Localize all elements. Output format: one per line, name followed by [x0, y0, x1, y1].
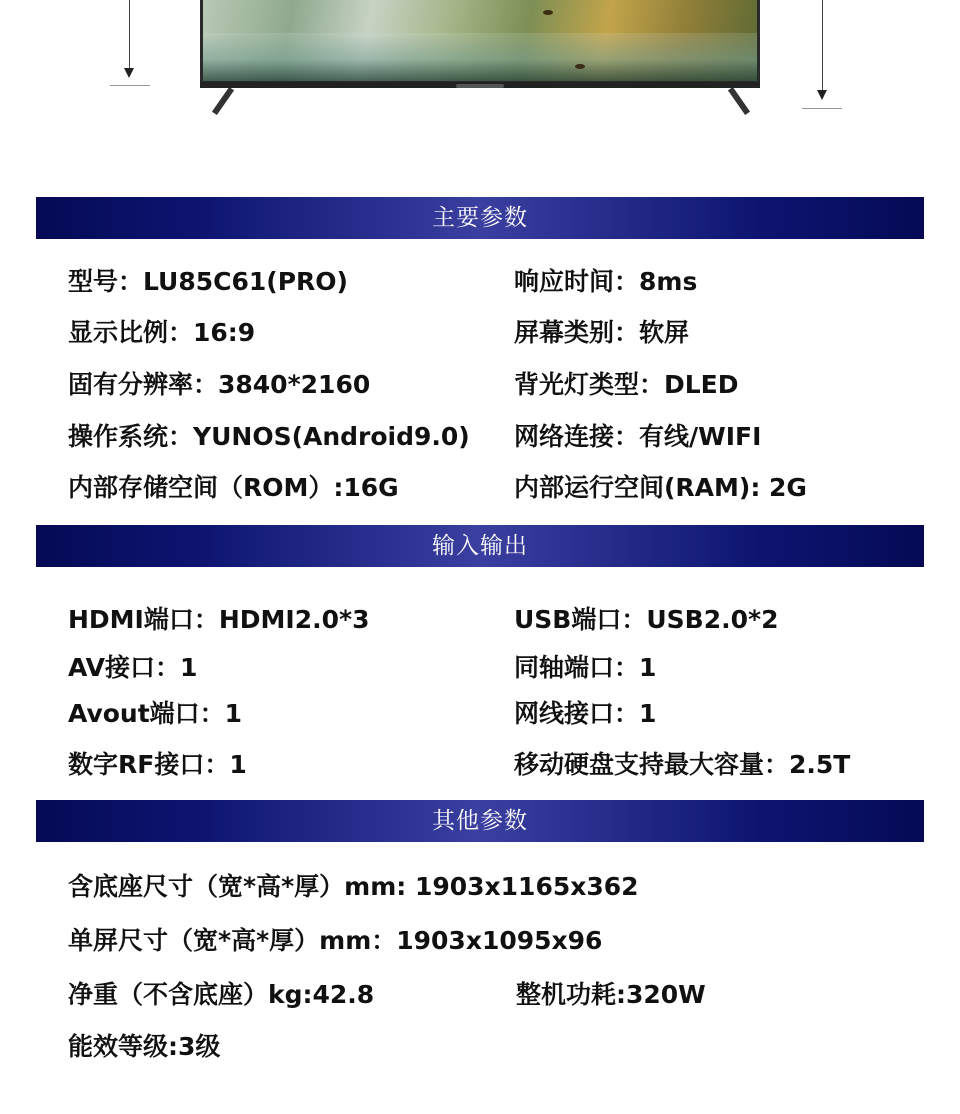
spec-model: 型号：LU85C61(PRO): [68, 267, 348, 296]
duck-shape: [543, 10, 553, 15]
tv-stand-leg-right: [728, 87, 750, 115]
spec-ethernet: 网线接口：1: [514, 699, 657, 728]
spec-hdd-capacity: 移动硬盘支持最大容量：2.5T: [514, 750, 851, 779]
spec-aspect-ratio: 显示比例：16:9: [68, 318, 256, 347]
duck-shape: [575, 64, 585, 69]
section-header-io: 输入输出: [36, 525, 924, 567]
spec-ram: 内部运行空间(RAM): 2G: [514, 473, 807, 502]
spec-energy-class: 能效等级:3级: [68, 1032, 221, 1061]
spec-os: 操作系统：YUNOS(Android9.0): [68, 422, 470, 451]
spec-screen-type: 屏幕类别：软屏: [514, 318, 690, 347]
spec-backlight: 背光灯类型：DLED: [514, 370, 739, 399]
spec-power: 整机功耗:320W: [516, 980, 706, 1009]
dimension-baseline-left: [110, 85, 150, 86]
spec-resolution: 固有分辨率：3840*2160: [68, 370, 371, 399]
lake-scene: [203, 33, 757, 81]
tv-illustration: [0, 0, 960, 150]
spec-net-weight: 净重（不含底座）kg:42.8: [68, 980, 375, 1009]
spec-usb: USB端口：USB2.0*2: [514, 605, 779, 634]
section-header-main-params: 主要参数: [36, 197, 924, 239]
tv-stand-leg-left: [212, 87, 234, 115]
dimension-baseline-right: [802, 108, 842, 109]
spec-av: AV接口：1: [68, 653, 198, 682]
section-header-other-params: 其他参数: [36, 800, 924, 842]
spec-size-screen-only: 单屏尺寸（宽*高*厚）mm：1903x1095x96: [68, 926, 603, 955]
spec-hdmi: HDMI端口：HDMI2.0*3: [68, 605, 370, 634]
height-dimension-line-left: [129, 0, 130, 72]
spec-response-time: 响应时间：8ms: [514, 267, 698, 296]
spec-coaxial: 同轴端口：1: [514, 653, 657, 682]
spec-rf: 数字RF接口：1: [68, 750, 247, 779]
spec-avout: Avout端口：1: [68, 699, 243, 728]
spec-network: 网络连接：有线/WIFI: [514, 422, 762, 451]
arrow-down-icon: [817, 90, 827, 100]
spec-rom: 内部存储空间（ROM）:16G: [68, 473, 399, 502]
arrow-down-icon: [124, 68, 134, 78]
tv-screen-image: [200, 0, 760, 84]
tv-logo-plate: [456, 84, 504, 88]
spec-size-with-stand: 含底座尺寸（宽*高*厚）mm: 1903x1165x362: [68, 872, 639, 901]
height-dimension-line-right: [822, 0, 823, 94]
